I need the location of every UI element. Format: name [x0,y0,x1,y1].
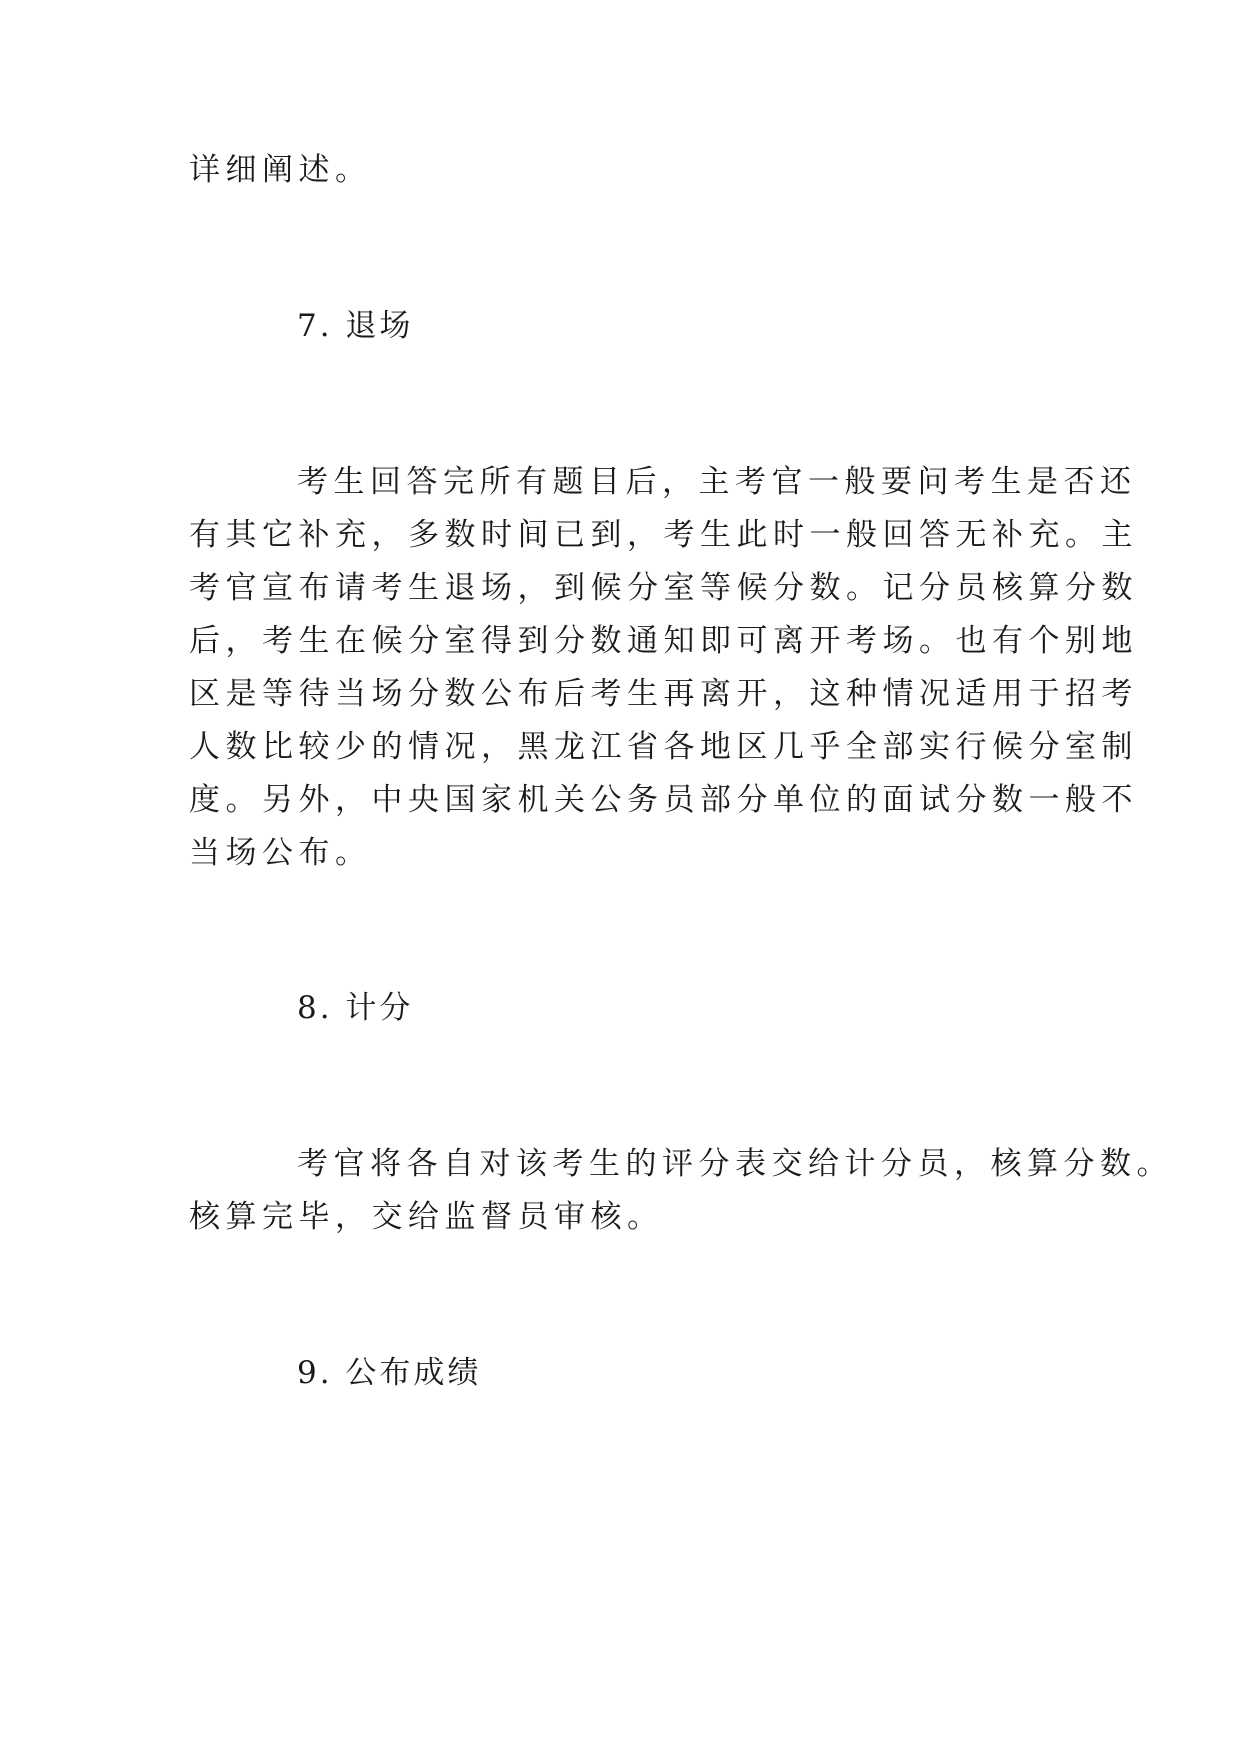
paragraph-line: 核算完毕，交给监督员审核。 [189,1199,664,1235]
paragraph-line: 考官宣布请考生退场，到候分室等候分数。记分员核算分数 [189,570,1138,606]
paragraph-line: 有其它补充，多数时间已到，考生此时一般回答无补充。主 [189,517,1138,553]
intro-tail-text: 详细阐述。 [189,152,372,188]
paragraph-line: 考生回答完所有题目后，主考官一般要问考生是否还 [297,464,1137,500]
paragraph-line: 当场公布。 [189,835,372,871]
section-heading-9: 9. 公布成绩 [297,1355,482,1391]
paragraph-line: 人数比较少的情况，黑龙江省各地区几乎全部实行候分室制 [189,729,1138,765]
paragraph-line: 区是等待当场分数公布后考生再离开，这种情况适用于招考 [189,676,1138,712]
section-heading-7: 7. 退场 [297,308,414,344]
section-heading-8: 8. 计分 [297,990,414,1026]
paragraph-line: 度。另外，中央国家机关公务员部分单位的面试分数一般不 [189,782,1138,818]
paragraph-line: 后，考生在候分室得到分数通知即可离开考场。也有个别地 [189,623,1138,659]
paragraph-line: 考官将各自对该考生的评分表交给计分员，核算分数。 [297,1146,1173,1182]
